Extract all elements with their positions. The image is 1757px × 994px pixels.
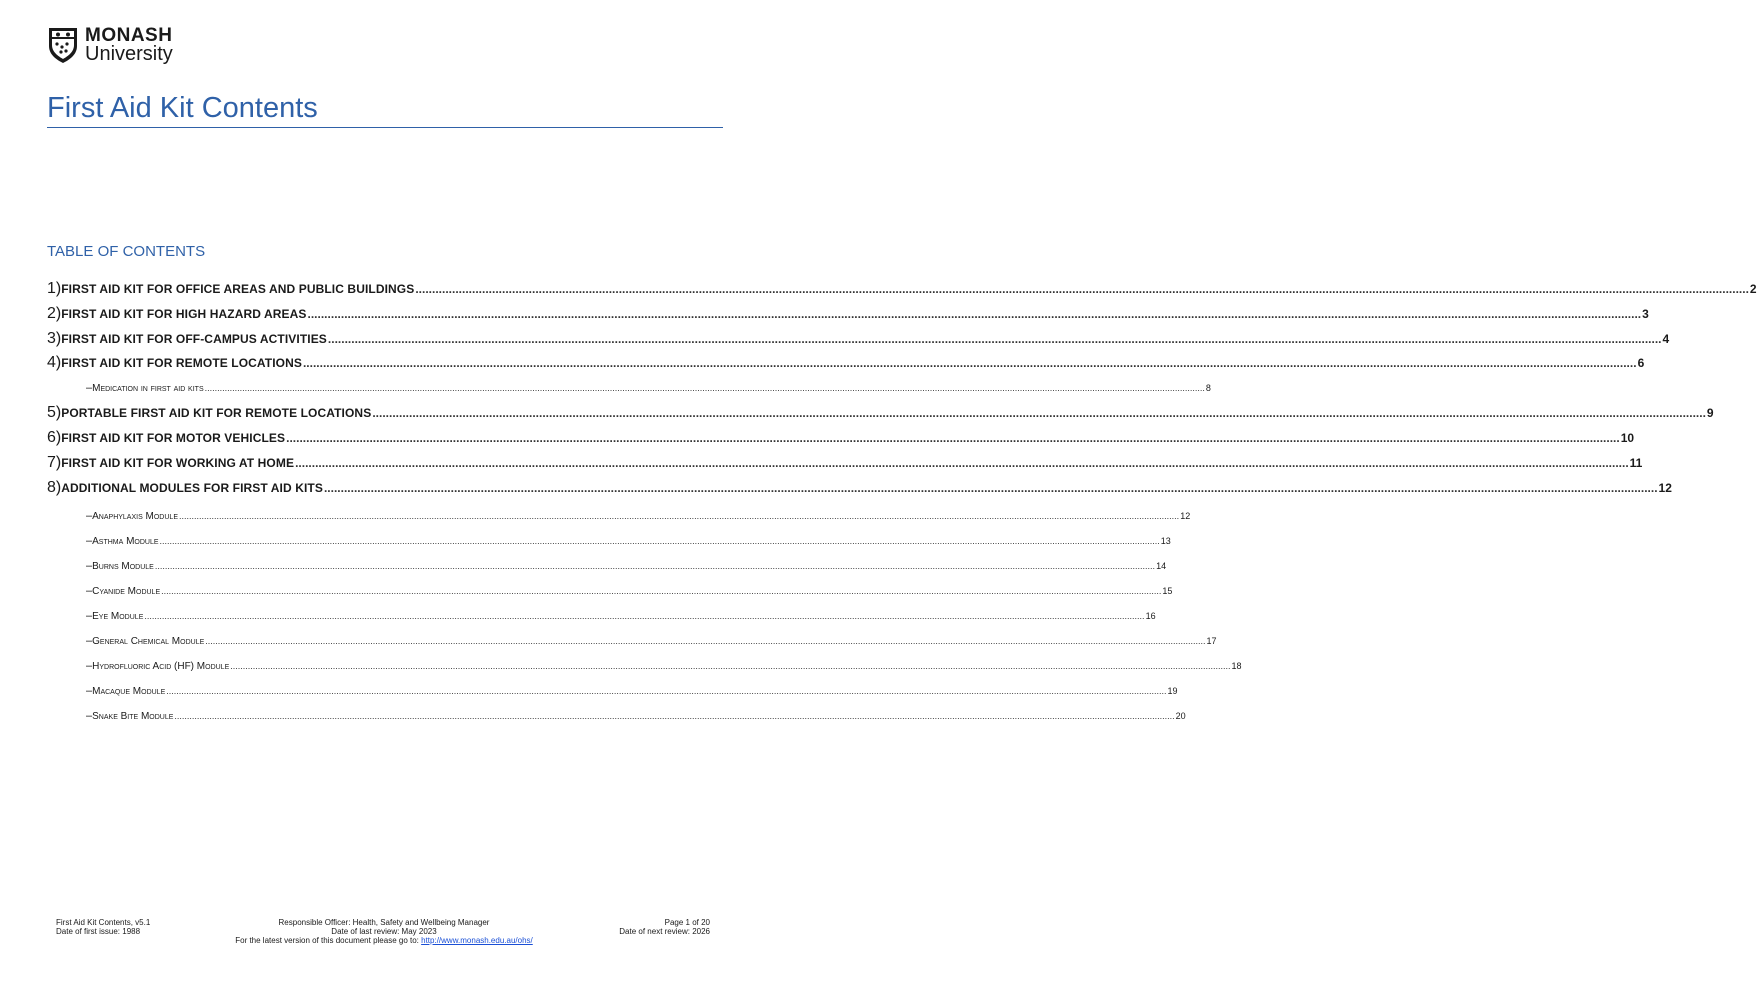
toc-entry-2[interactable]	[47, 305, 1649, 323]
toc-entry-text: FIRST AID KIT FOR HIGH HAZARD AREAS	[61, 307, 307, 321]
toc-entry-page: 2	[1749, 282, 1757, 296]
toc-sub-dash: –	[86, 510, 93, 522]
toc-entry-page: 6	[1637, 356, 1645, 370]
toc-sub-dash: –	[86, 710, 93, 722]
toc-sub-entry-page: 14	[1156, 561, 1167, 571]
footer-responsible-officer: Responsible Officer: Health, Safety and Wellbeing Manager	[278, 918, 490, 927]
toc-sub-dash: –	[86, 585, 93, 597]
toc-dot-leader: ................................................................................................................................................................................................................................................................................................................................................................................................................	[307, 307, 1642, 321]
toc-sub-entry-asthma[interactable]	[86, 535, 1171, 547]
footer-next-review: Date of next review: 2026	[619, 927, 710, 936]
toc-entry-page: 4	[1662, 332, 1670, 346]
monash-crest-icon	[47, 26, 79, 64]
toc-entry-text: FIRST AID KIT FOR OFF-CAMPUS ACTIVITIES	[61, 332, 327, 346]
logo-wordmark-monash: MONASH	[85, 25, 173, 46]
toc-dot-leader: ................................................................................................................................................................................................................................................................................................................................................................................................................	[286, 431, 1620, 445]
toc-sub-entry-cyanide[interactable]	[86, 585, 1173, 597]
toc-sub-entry-hydrofluoric-acid[interactable]	[86, 660, 1242, 672]
toc-entry-number: 3)	[47, 330, 62, 347]
toc-dot-leader: ................................................................................................................................................................................................................................................................................................................................................................................................................	[159, 536, 1160, 546]
toc-sub-entry-text: Anaphylaxis Module	[92, 511, 178, 522]
toc-sub-entry-page: 18	[1231, 661, 1242, 671]
toc-sub-entry-text: Asthma Module	[92, 536, 159, 547]
toc-sub-entry-medication[interactable]	[86, 382, 1211, 394]
toc-entry-page: 9	[1706, 406, 1714, 420]
toc-entry-1[interactable]	[47, 280, 1757, 298]
toc-entry-4[interactable]	[47, 354, 1645, 372]
toc-sub-entry-anaphylaxis[interactable]	[86, 510, 1191, 522]
toc-sub-dash: –	[86, 635, 93, 647]
document-title: First Aid Kit Contents	[47, 92, 318, 124]
toc-sub-dash: –	[86, 660, 93, 672]
toc-sub-entry-page: 20	[1175, 711, 1186, 721]
toc-dot-leader: ................................................................................................................................................................................................................................................................................................................................................................................................................	[178, 511, 1180, 521]
toc-entry-8[interactable]	[47, 479, 1672, 497]
toc-sub-entry-eye[interactable]	[86, 610, 1156, 622]
footer-last-review: Date of last review: May 2023	[331, 927, 437, 936]
toc-entry-text: FIRST AID KIT FOR REMOTE LOCATIONS	[61, 356, 302, 370]
toc-entry-page: 3	[1642, 307, 1649, 321]
toc-entry-6[interactable]	[47, 429, 1635, 447]
toc-sub-entry-snake-bite[interactable]	[86, 710, 1186, 722]
footer-page-number: Page 1 of 20	[664, 918, 710, 927]
toc-sub-entry-text: Eye Module	[92, 611, 144, 622]
toc-sub-entry-text: Macaque Module	[92, 686, 166, 697]
toc-sub-entry-text: Medication in first aid kits	[92, 383, 204, 394]
toc-dot-leader: ................................................................................................................................................................................................................................................................................................................................................................................................................	[302, 356, 1637, 370]
toc-sub-entry-text: Snake Bite Module	[92, 711, 174, 722]
toc-sub-entry-page: 17	[1206, 636, 1217, 646]
toc-sub-dash: –	[86, 382, 93, 394]
toc-entry-number: 2)	[47, 305, 62, 322]
toc-sub-entry-text: Cyanide Module	[92, 586, 161, 597]
toc-sub-entry-text: Hydrofluoric Acid (HF) Module	[92, 661, 230, 672]
toc-entry-3[interactable]	[47, 330, 1670, 348]
toc-dot-leader: ................................................................................................................................................................................................................................................................................................................................................................................................................	[327, 332, 1662, 346]
footer-version: First Aid Kit Contents, v5.1	[56, 918, 151, 927]
toc-sub-entry-page: 19	[1167, 686, 1178, 696]
toc-dot-leader: ................................................................................................................................................................................................................................................................................................................................................................................................................	[415, 282, 1749, 296]
toc-dot-leader: ................................................................................................................................................................................................................................................................................................................................................................................................................	[204, 383, 1205, 393]
title-divider	[47, 127, 723, 128]
toc-entry-number: 5)	[47, 404, 62, 421]
toc-entry-number: 6)	[47, 429, 62, 446]
toc-dot-leader: ................................................................................................................................................................................................................................................................................................................................................................................................................	[166, 686, 1167, 696]
toc-sub-entry-text: General Chemical Module	[92, 636, 205, 647]
toc-sub-entry-text: Burns Module	[92, 561, 154, 572]
toc-entry-number: 1)	[47, 280, 62, 297]
toc-dot-leader: ................................................................................................................................................................................................................................................................................................................................................................................................................	[372, 406, 1706, 420]
toc-dot-leader: ................................................................................................................................................................................................................................................................................................................................................................................................................	[174, 711, 1175, 721]
monash-logo	[47, 24, 173, 66]
toc-entry-page: 10	[1620, 431, 1635, 445]
toc-sub-entry-general-chemical[interactable]	[86, 635, 1217, 647]
toc-sub-entry-page: 8	[1205, 383, 1211, 393]
toc-entry-page: 11	[1629, 456, 1643, 470]
toc-dot-leader: ................................................................................................................................................................................................................................................................................................................................................................................................................	[154, 561, 1156, 571]
toc-sub-entry-macaque[interactable]	[86, 685, 1178, 697]
footer-first-issue: Date of first issue: 1988	[56, 927, 141, 936]
toc-dot-leader: ................................................................................................................................................................................................................................................................................................................................................................................................................	[144, 611, 1145, 621]
toc-sub-entry-page: 12	[1180, 511, 1191, 521]
toc-entry-text: ADDITIONAL MODULES FOR FIRST AID KITS	[61, 481, 323, 495]
toc-entry-5[interactable]	[47, 404, 1714, 422]
logo-wordmark-university: University	[85, 43, 173, 65]
toc-entry-text: FIRST AID KIT FOR MOTOR VEHICLES	[61, 431, 286, 445]
toc-sub-entry-page: 13	[1160, 536, 1171, 546]
toc-dot-leader: ................................................................................................................................................................................................................................................................................................................................................................................................................	[230, 661, 1231, 671]
toc-dot-leader: ................................................................................................................................................................................................................................................................................................................................................................................................................	[205, 636, 1206, 646]
toc-entry-text: PORTABLE FIRST AID KIT FOR REMOTE LOCATIONS	[61, 406, 372, 420]
toc-sub-dash: –	[86, 535, 93, 547]
toc-sub-dash: –	[86, 610, 93, 622]
toc-entry-number: 7)	[47, 454, 62, 471]
toc-dot-leader: ................................................................................................................................................................................................................................................................................................................................................................................................................	[295, 456, 1629, 470]
toc-sub-dash: –	[86, 560, 93, 572]
toc-sub-entry-burns[interactable]	[86, 560, 1167, 572]
toc-sub-entry-page: 15	[1162, 586, 1173, 596]
toc-entry-number: 4)	[47, 354, 62, 371]
footer-latest-version-text: For the latest version of this document please go to:	[235, 936, 422, 945]
toc-entry-text: FIRST AID KIT FOR OFFICE AREAS AND PUBLIC BUILDINGS	[61, 282, 415, 296]
toc-dot-leader: ................................................................................................................................................................................................................................................................................................................................................................................................................	[161, 586, 1162, 596]
toc-heading: TABLE OF CONTENTS	[47, 243, 206, 260]
footer-right	[619, 918, 710, 936]
footer-latest-version	[0, 936, 768, 945]
toc-sub-dash: –	[86, 685, 93, 697]
toc-dot-leader: ................................................................................................................................................................................................................................................................................................................................................................................................................	[323, 481, 1658, 495]
toc-entry-7[interactable]	[47, 454, 1643, 472]
toc-entry-page: 12	[1658, 481, 1672, 495]
toc-entry-number: 8)	[47, 479, 62, 496]
toc-sub-entry-page: 16	[1145, 611, 1156, 621]
footer-ohs-link[interactable]: http://www.monash.edu.au/ohs/	[421, 936, 533, 945]
toc-entry-text: FIRST AID KIT FOR WORKING AT HOME	[61, 456, 295, 470]
